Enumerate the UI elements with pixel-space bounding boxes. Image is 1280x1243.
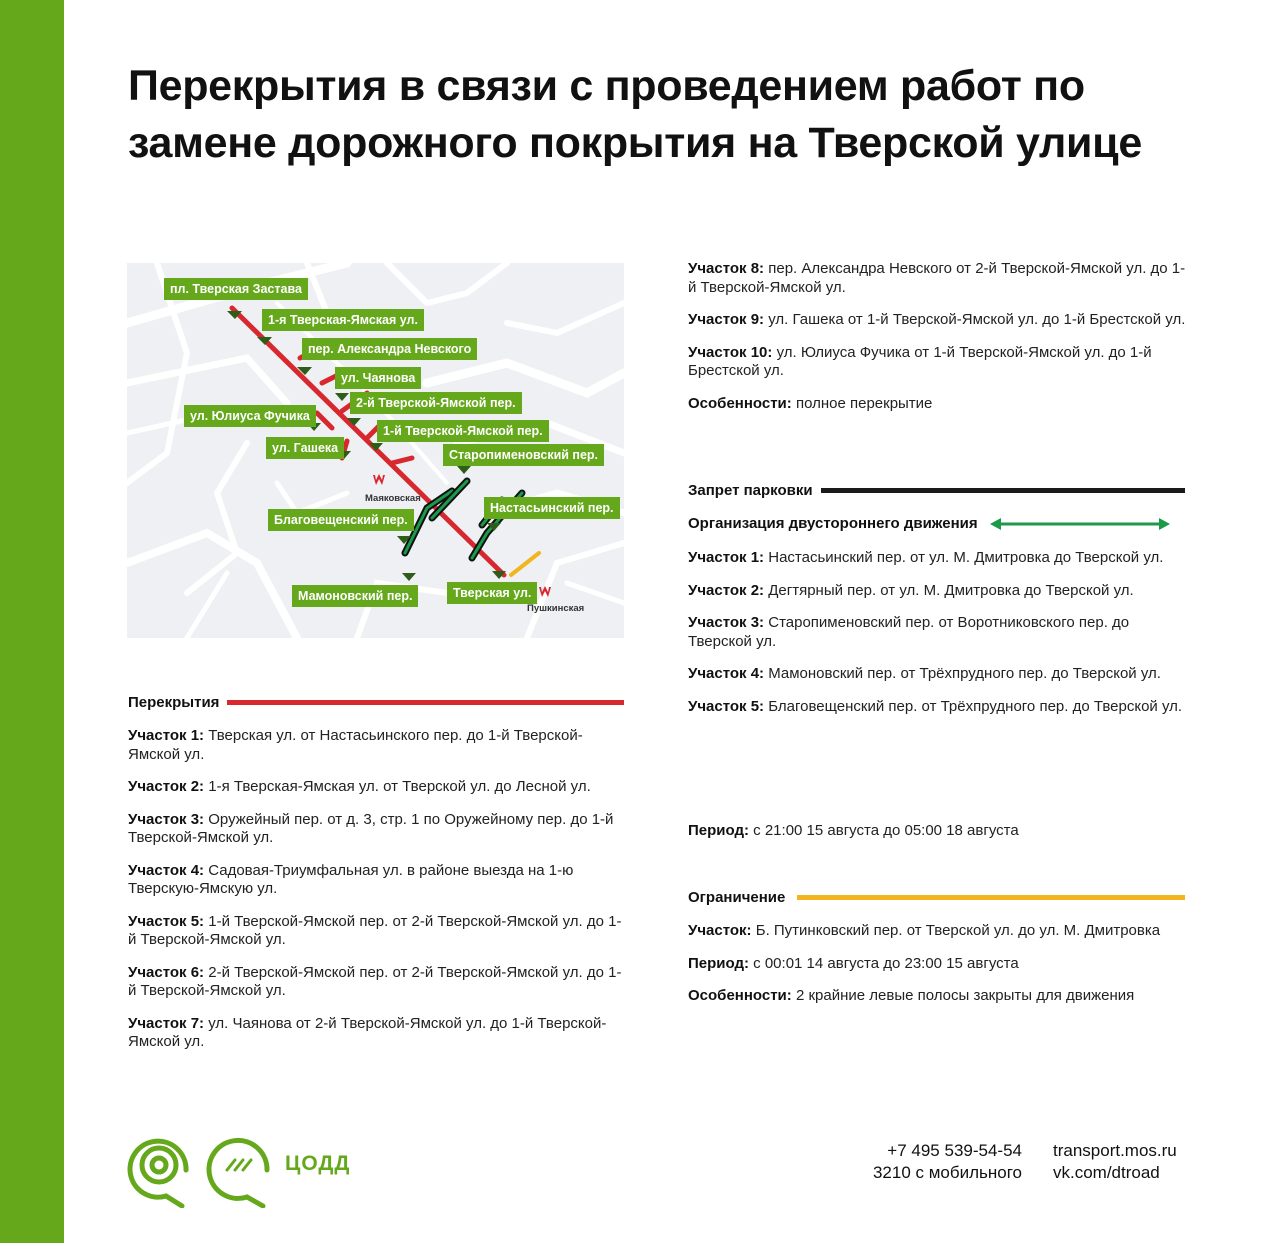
- metro-mayak-icon: [373, 474, 385, 485]
- closure-item-6: Участок 6: 2-й Тверской-Ямской пер. от 2-й Тверской-Ямской ул. до 1-й Тверской-Ямской ул.: [128, 963, 622, 999]
- metro-mayak-label: Маяковская: [365, 493, 421, 504]
- twoway-item-3: Участок 3: Старопименовский пер. от Воротниковского пер. до Тверской ул.: [688, 614, 1130, 650]
- codd-logo-text: ЦОДД: [285, 1152, 351, 1175]
- twoway-list: [688, 549, 1188, 730]
- twoway-item-1: Участок 1: Настасьинский пер. от ул. М. Дмитровка до Тверской ул.: [688, 549, 1164, 566]
- map-label-fuchika: ул. Юлиуса Фучика: [184, 405, 316, 427]
- closures-heading: Перекрытия: [128, 694, 220, 711]
- codd-logo-icon: [205, 1130, 277, 1208]
- closure-item-4: Участок 4: Садовая-Триумфальная ул. в районе выезда на 1-ю Тверскую-Ямскую ул.: [128, 861, 574, 897]
- limit-legend-line: [797, 895, 1185, 900]
- footer-mobile: 3210 с мобильного: [872, 1163, 1022, 1182]
- brand-side-bar: [0, 0, 64, 1243]
- map-label-yamskaya1: 1-я Тверская-Ямская ул.: [262, 309, 424, 331]
- limit-heading: Ограничение: [688, 889, 786, 906]
- closures-legend-line: [227, 700, 624, 705]
- closure-route-fuchika: [317, 413, 332, 428]
- closures-legend: [128, 694, 624, 711]
- closure-features: Особенности: полное перекрытие: [688, 394, 933, 412]
- footer-site-link[interactable]: transport.mos.ru: [1053, 1141, 1177, 1160]
- closure-route-side: [392, 458, 412, 463]
- closure-map: [127, 263, 624, 638]
- footer-links: [1053, 1140, 1177, 1184]
- closure-item-5: Участок 5: 1-й Тверской-Ямской пер. от 2-й Тверской-Ямской ул. до 1-й Тверской-Ямской ул.: [128, 912, 622, 948]
- map-label-yamskoy1: 1-й Тверской-Ямской пер.: [377, 420, 549, 442]
- twoway-heading: Организация двустороннего движения: [688, 515, 978, 532]
- limit-features: Особенности: 2 крайние левые полосы закрыты для движения: [688, 987, 1135, 1004]
- map-label-starop: Старопименовский пер.: [443, 444, 604, 466]
- map-label-nastas: Настасьинский пер.: [484, 497, 620, 519]
- twoway-period: Период: с 21:00 15 августа до 05:00 18 августа: [688, 822, 1019, 839]
- closure-item-3: Участок 3: Оружейный пер. от д. 3, стр. 1 по Оружейному пер. до 1-й Тверской-Ямской ул.: [128, 810, 614, 846]
- parking-legend: [688, 482, 1185, 499]
- moscow-transport-logo-icon: [126, 1130, 196, 1208]
- map-label-nevskogo: пер. Александра Невского: [302, 338, 477, 360]
- map-label-chayanova: ул. Чаянова: [335, 367, 421, 389]
- footer-phone[interactable]: +7 495 539-54-54: [887, 1141, 1022, 1160]
- closure-item-1: Участок 1: Тверская ул. от Настасьинского пер. до 1-й Тверской-Ямской ул.: [128, 727, 583, 763]
- closure-item-7: Участок 7: ул. Чаянова от 2-й Тверской-Ямской ул. до 1-й Тверской-Ямской ул.: [128, 1014, 607, 1050]
- map-label-blagov: Благовещенский пер.: [268, 509, 414, 531]
- twoway-arrow-icon: [990, 518, 1170, 530]
- limit-period: Период: с 00:01 14 августа до 23:00 15 августа: [688, 954, 1019, 972]
- limit-details: [688, 922, 1188, 1020]
- closure-item-9: Участок 9: ул. Гашека от 1-й Тверской-Ямской ул. до 1-й Брестской ул.: [688, 311, 1186, 328]
- twoway-item-2: Участок 2: Дегтярный пер. от ул. М. Дмитровка до Тверской ул.: [688, 581, 1134, 599]
- limit-section: Участок: Б. Путинковский пер. от Тверской ул. до ул. М. Дмитровка: [688, 922, 1161, 939]
- twoway-item-5: Участок 5: Благовещенский пер. от Трёхпрудного пер. до Тверской ул.: [688, 697, 1183, 715]
- closures-list-left: [128, 727, 624, 1066]
- footer-vk-link[interactable]: vk.com/dtroad: [1053, 1163, 1160, 1182]
- parking-legend-line: [821, 488, 1185, 493]
- footer-contacts: [864, 1140, 1022, 1184]
- closure-item-8: Участок 8: пер. Александра Невского от 2-й Тверской-Ямской ул. до 1-й Тверской-Ямской ул.: [688, 260, 1186, 296]
- closures-list-right: [688, 260, 1188, 427]
- closure-item-10: Участок 10: ул. Юлиуса Фучика от 1-й Тверской-Ямской ул. до 1-й Брестской ул.: [688, 343, 1152, 379]
- map-label-yamskoy2: 2-й Тверской-Ямской пер.: [350, 392, 522, 414]
- map-label-tverskaya: Тверская ул.: [447, 582, 537, 604]
- page-title: Перекрытия в связи с проведением работ по замене дорожного покрытия на Тверской улице: [128, 62, 1142, 167]
- map-label-gasheka: ул. Гашека: [266, 437, 344, 459]
- limit-legend: [688, 889, 1185, 906]
- parking-heading: Запрет парковки: [688, 482, 813, 499]
- limit-route-putinkovsky: [511, 553, 539, 575]
- map-label-mamon: Мамоновский пер.: [292, 585, 418, 607]
- metro-push-label: Пушкинская: [527, 603, 585, 614]
- closure-item-2: Участок 2: 1-я Тверская-Ямская ул. от Тверской ул. до Лесной ул.: [128, 778, 591, 795]
- twoway-item-4: Участок 4: Мамоновский пер. от Трёхпрудного пер. до Тверской ул.: [688, 665, 1161, 682]
- map-label-zastava: пл. Тверская Застава: [164, 278, 308, 300]
- twoway-legend: [688, 515, 1185, 532]
